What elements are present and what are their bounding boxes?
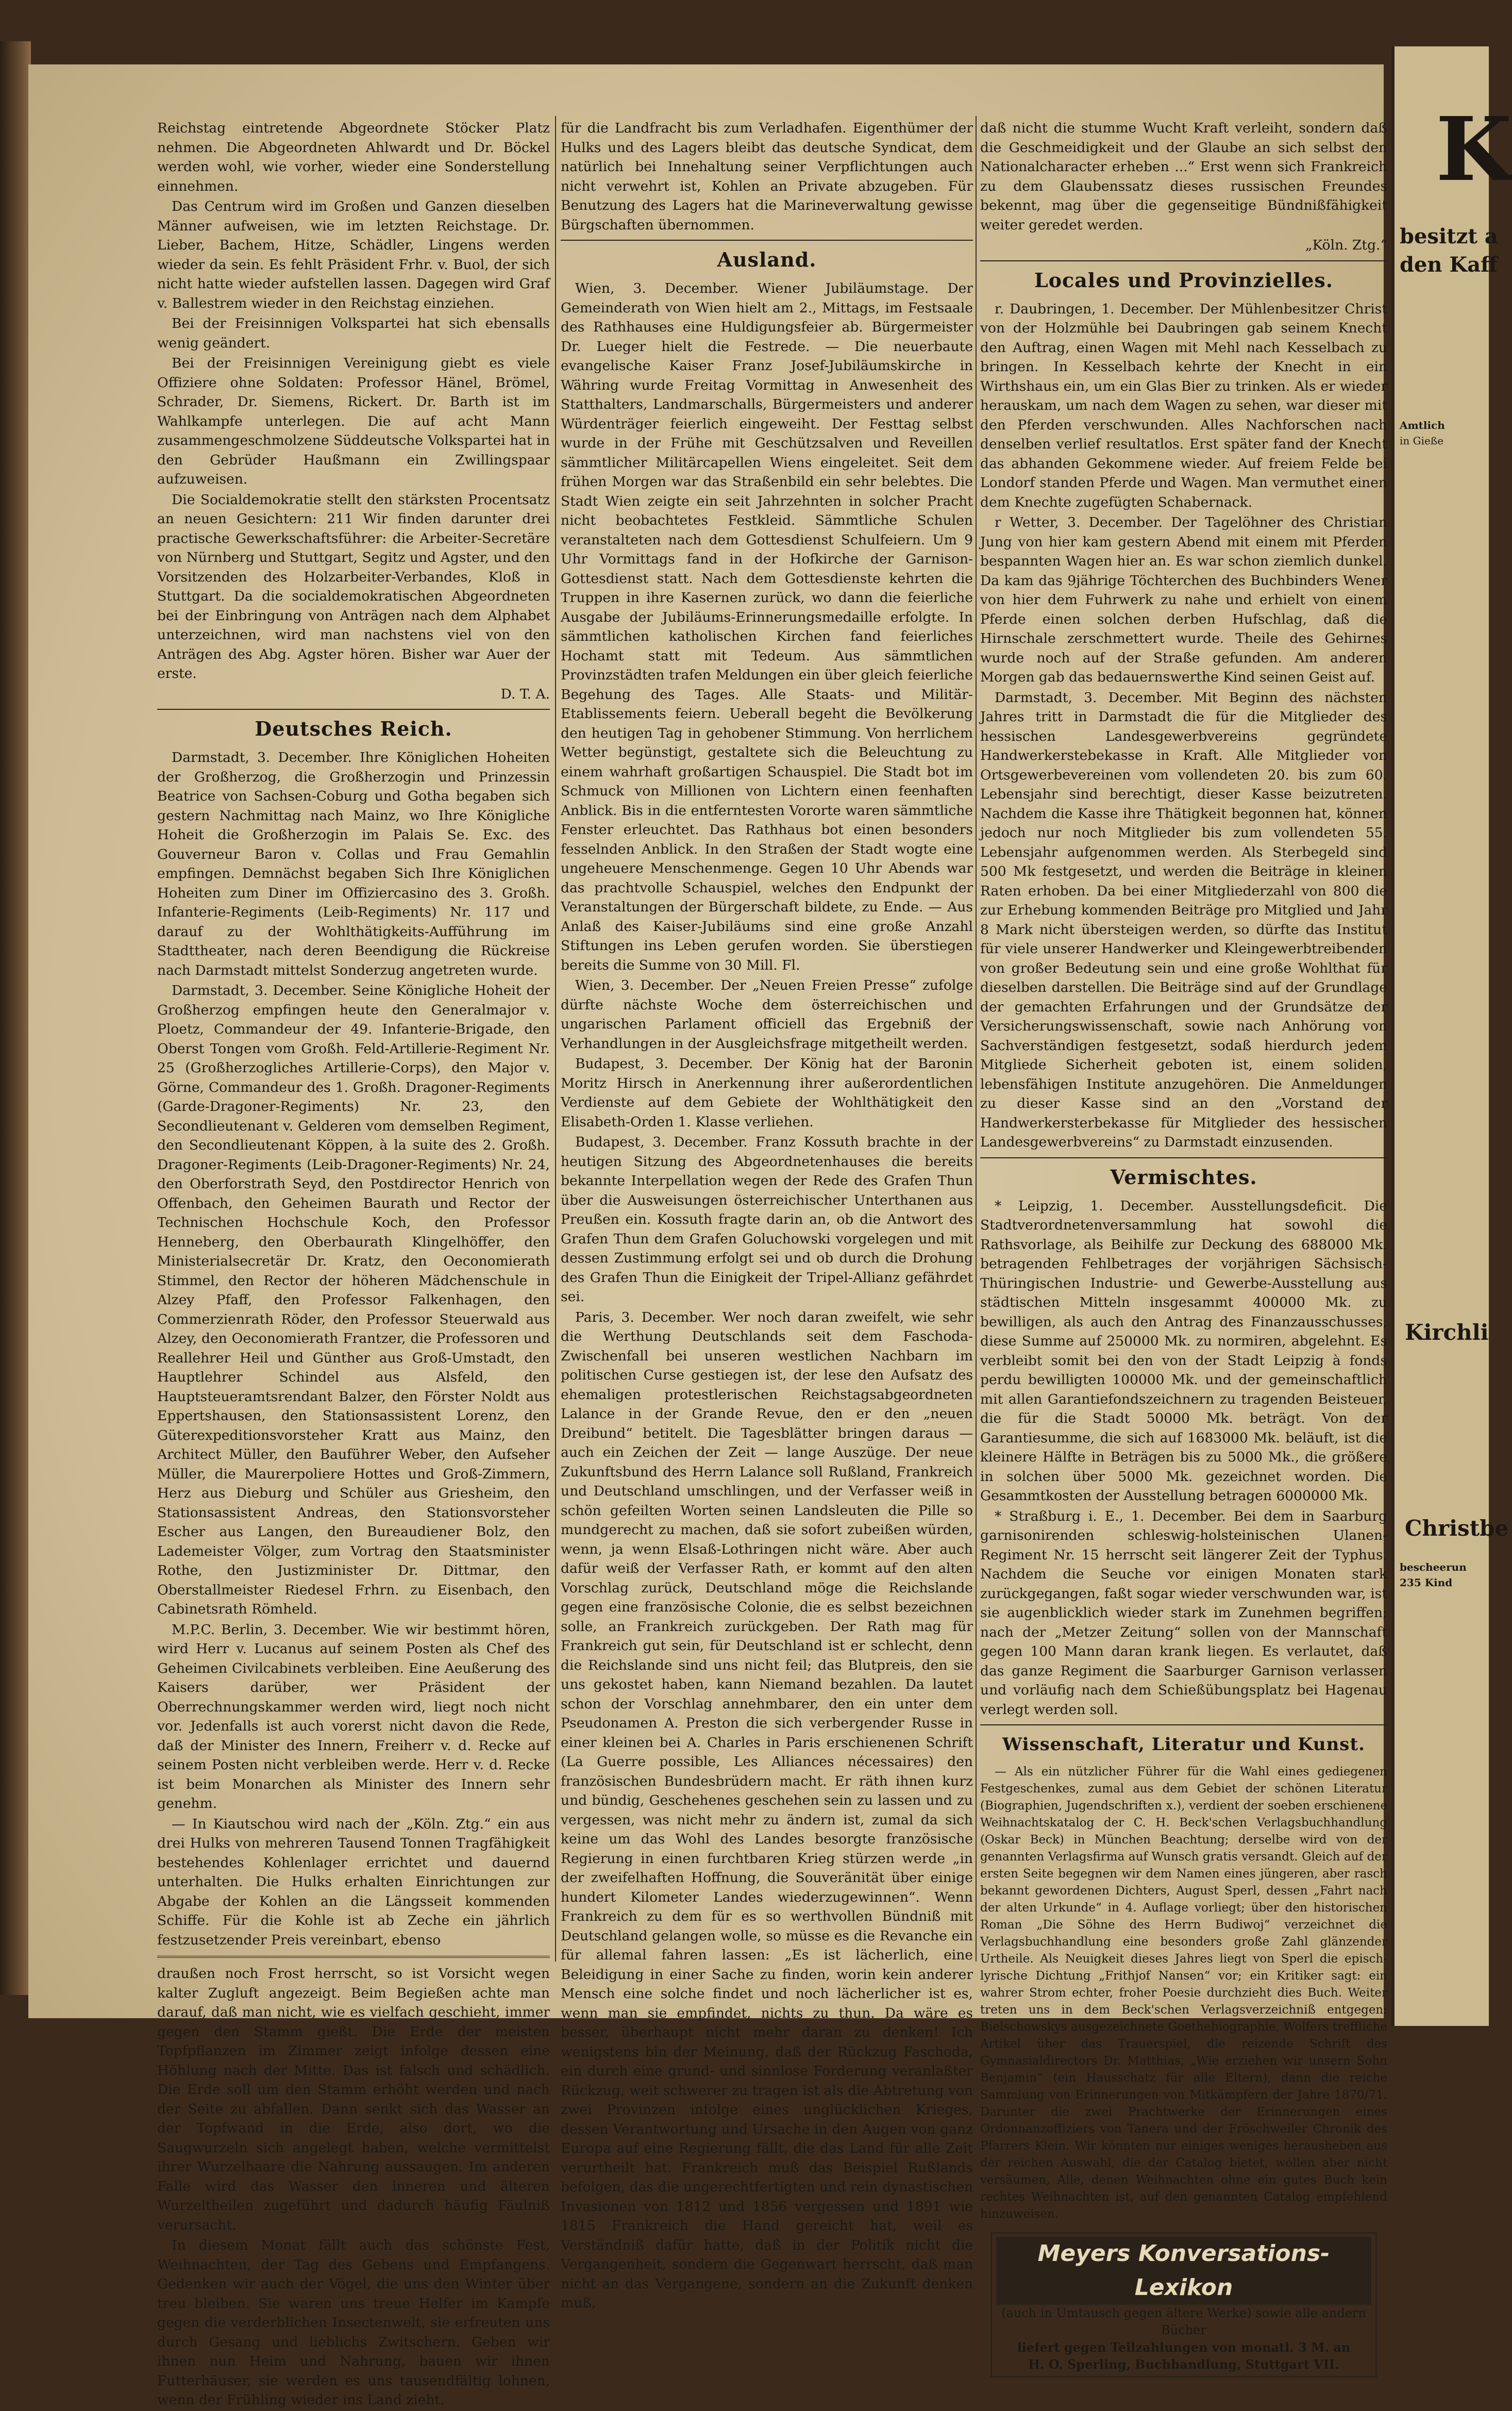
edge-heading: Kirchli [1405,1320,1489,1345]
paragraph: Budapest, 3. December. Der König hat der Baronin Moritz Hirsch in Anerkennung ihrer außerordentlichen Verdienste auf dem Gebiete der Wohlthätigkeit den Elisabeth-Orden 1. Klasse verliehen. [561,1056,973,1130]
paragraph: draußen noch Frost herrscht, so ist Vorsicht wegen kalter Zugluft angezeigt. Beim Begießen achte man darauf, daß man nicht, wie es vielfach geschieht, immer gegen den Stamm gießt. Die Erde der meisten Topfpflanzen im Zimmer zeigt infolge dessen eine Höhlung nach der Mitte. Das ist falsch und schädlich. Die Erde soll um den Stamm erhöht werden und nach der Seite zu abfallen. Dann senkt sich das Wasser an der Topfwand in die Erde, also dort, wo die Saugwurzeln sich angelegt haben, welche vermittelst ihrer Wurzelhaare die Nahrung aussaugen. Im anderen Falle wird das Wasser den inneren und älteren Wurzeltheilen zugeführt und dadurch häufig Fäulniß verursacht. [157,1966,550,2233]
paragraph: In diesem Monat fällt auch das schönste Fest, Weihnachten, der Tag des Gebens und Empfangens. Gedenken wir auch der Vögel, die uns den Winter über treu bleiben. Sie waren uns treue Helfer im Kampfe gegen die verderblichen Insectenwelt, sie erfreuten uns durch Gesang und lieblichs Zwitschern. Geben wir ihnen nun Heim und Nahrung, bauen wir ihnen Futterhäuser, sie werden es uns tausendfältig lohnen, wenn der Frühling wieder ins Land zieht. [157,2237,550,2408]
paragraph: Wien, 3. December. Der „Neuen Freien Presse“ zufolge dürfte nächste Woche dem österreichischen und ungarischen Parlament officiell das Ergebniß der Verhandlungen in der Ausgleichsfrage mitgetheilt werden. [561,977,973,1052]
edge-text: den Kaff [1400,253,1498,277]
advertisement-line: liefert gegen Teilzahlungen von monatl. 3 M. an [1017,2340,1351,2355]
divider [980,1724,1387,1725]
paragraph: Das Centrum wird im Großen und Ganzen dieselben Männer aufweisen, wie im letzten Reichstage. Dr. Lieber, Bachem, Hitze, Schädler, Lingens werden wieder da sein. Es fehlt Präsident Frhr. v. Buol, der sich nicht hatte wieder aufstellen lassen. Dagegen wird Graf v. Ballestrem wieder in den Reichstag einziehen. [157,198,550,311]
column-rule [976,116,977,1961]
paragraph: Darmstadt, 3. December. Seine Königliche Hoheit der Großherzog empfingen heute den Generalmajor v. Ploetz, Commandeur der 49. Infanterie-Brigade, den Oberst Tongen vom Großh. Feld-Artillerie-Regiment Nr. 25 (Großherzogliches Artillerie-Corps), den Major v. Görne, Commandeur des 1. Großh. Dragoner-Regiments (Garde-Dragoner-Regiments) Nr. 23, den Secondlieutenant v. Gelderen vom demselben Regiment, den Secondlieutenant Köppen, à la suite des 2. Großh. Dragoner-Regiments (Leib-Dragoner-Regiments) Nr. 24, den Oberforstrath Seyd, den Postdirector Henrich von Offenbach, den Geheimen Baurath und Rector der Technischen Hochschule Koch, den Professor Henneberg, den Oberbaurath Klingelhöffer, den Ministerialsecretär Dr. Kratz, den Oeconomierath Stimmel, den Rector der höheren Mädchenschule in Alzey Pfaff, den Professor Falkenhagen, den Commerzienrath Röder, den Professor Steuerwald aus Alzey, den Oeconomierath Frantzer, die Professoren und Reallehrer Heil und Günther aus Groß-Umstadt, den Hauptlehrer Schindel aus Alsfeld, den Hauptsteueramtsrendant Balzer, den Förster Noldt aus Eppertshausen, den Stationsassistent Lorenz, den Güterexpeditionsvorsteher Kratt aus Mainz, den Architect Müller, den Bauführer Weber, den Aufseher Müller, die Maurerpoliere Hottes und Groß-Zimmern, Herz aus Dieburg und Schüler aus Griesheim, den Stationsassistent Andreas, den Stationsvorsteher Escher aus Langen, den Bureaudiener Bolz, den Lademeister Völger, zum Vortrag den Staatsminister Rothe, den Justizminister Dr. Dittmar, den Oberstallmeister Riedesel Frhrn. zu Eisenbach, den Cabinetsrath Römheld. [157,983,550,1617]
paragraph: Die Socialdemokratie stellt den stärksten Procentsatz an neuen Gesichtern: 211 Wir finden darunter drei practische Gewerkschaftsführer: die Arbeiter-Secretäre von Nürnberg und Stuttgart, Segitz und Agster, und den Vorsitzenden des Holzarbeiter-Verbandes, Kloß in Stuttgart. Da die socialdemokratischen Abgeordneten bei der Einbringung von Anträgen nach dem Alphabet unterzeichnen, wird man nachstens viel von den Anträgen des Abg. Agster hören. Bisher war Auer der erste. [157,491,550,681]
divider [980,1157,1387,1158]
paragraph: Bei der Freisinnigen Volkspartei hat sich ebensalls wenig geändert. [157,315,550,351]
advertisement-meyers [990,2232,1377,2377]
edge-heading: Christbe [1405,1516,1509,1541]
paragraph: * Leipzig, 1. December. Ausstellungsdeficit. Die Stadtverordnetenversammlung hat sowohl die Rathsvorlage, als Beihilfe zur Deckung des 688000 Mk. betragenden Fehlbetrages der vorjährigen Sächsisch-Thüringischen Industrie- und Gewerbe-Ausstellung aus städtischen Mitteln insgesammt 400000 Mk. zu bewilligen, als auch den Antrag des Finanzausschusses, diese Summe auf 250000 Mk. zu normiren, abgelehnt. Es verbleibt somit bei den von der Stadt Leipzig à fonds perdu bewilligten 100000 Mk. und der gemeinschaftlich mit allen Garantiefondszeichnern zu tragenden Beisteuer, die für die Stadt 50000 Mk. beträgt. Von der Garantiesumme, die sich auf 1683000 Mk. beläuft, ist die kleinere Hälfte in Beträgen bis zu 5000 Mk., die größere in solchen über 5000 Mk. gezeichnet worden. Die Gesammtkosten der Ausstellung betragen 6000000 Mk. [980,1198,1387,1504]
edge-text: besitzt a [1400,224,1498,248]
masthead-letter: K [1436,98,1512,201]
paragraph: Budapest, 3. December. Franz Kossuth brachte in der heutigen Sitzung des Abgeordnetenhauses die bereits bekannte Interpellation wegen der Rede des Grafen Thun über die Ausweisungen österreichischer Unterthanen aus Preußen ein. Kossuth fragte darin an, ob die Antwort des Grafen Thun dem Grafen Goluchowski vorgelegen und mit dessen Zustimmung erfolgt sei und ob durch die Drohung des Grafen Thun die Einigkeit der Tripel-Allianz gefährdet sei. [561,1134,973,1305]
paragraph: M.P.C. Berlin, 3. December. Wie wir bestimmt hören, wird Herr v. Lucanus auf seinem Posten als Chef des Geheimen Civilcabinets verbleiben. Eine Aeußerung des Kaisers darüber, wer Präsident der Oberrechnungskammer werden wird, liegt noch nicht vor. Jedenfalls ist auch vorerst nicht davon die Rede, daß der Minister des Innern, Freiherr v. d. Recke auf seinem Posten nicht verbleiben werde. Herr v. d. Recke ist beim Monarchen als Minister des Innern sehr genehm. [157,1621,550,1811]
edge-text: in Gieße [1400,435,1444,447]
book-binding [0,41,31,1995]
edge-text: 235 Kind [1400,1576,1453,1589]
paragraph: * Straßburg i. E., 1. December. Bei dem in Saarburg garnisonirenden schleswig-holsteinischen Ulanen-Regiment Nr. 15 herrscht seit längerer Zeit der Typhus. Nachdem die Seuche vor einigen Monaten stark zurückgegangen, faßt sogar wieder verschwunden war, ist sie augenblicklich wieder stark im Zunehmen begriffen; nach der „Metzer Zeitung“ sollen von der Mannschaft gegen 100 Mann daran krank liegen. Es verlautet, daß das ganze Regiment die Saarburger Garnison verlassen und vorläufig nach dem Schießübungsplatz bei Hagenau verlegt werden soll. [980,1508,1387,1718]
column-2 [561,119,973,2314]
edge-text: bescheerun [1400,1561,1467,1573]
divider [157,1956,550,1958]
column-rule [555,116,556,1961]
advertisement-line: H. O. Sperling, Buchhandlung, Stuttgart VII. [1028,2357,1339,2372]
paragraph: für die Landfracht bis zum Verladhafen. Eigenthümer der Hulks und des Lagers bleibt das deutsche Syndicat, dem natürlich bei Innehaltung seiner Verpflichtungen auch nicht verwehrt ist, Kohlen an Private abzugeben. Für Benutzung des Lagers hat die Marineverwaltung gewisse Bürgschaften übernommen. [561,120,973,233]
paragraph: Reichstag eintretende Abgeordnete Stöcker Platz nehmen. Die Abgeordneten Ahlwardt und Dr. Böckel werden wohl, wie vorher, wieder eine Sonderstellung einnehmen. [157,120,550,194]
divider [561,240,973,241]
source-signature: D. T. A. [500,686,550,702]
section-heading-vermischtes: Vermischtes. [1110,1165,1257,1189]
paragraph: Darmstadt, 3. December. Ihre Königlichen Hoheiten der Großherzog, die Großherzogin und Prinzessin Beatrice von Sachsen-Coburg und Gotha begaben sich gestern Nachmittag nach Mainz, wo Ihre Königliche Hoheit die Großherzogin im Palais Se. Exc. des Gouverneur Baron v. Collas und Frau Gemahlin empfingen. Demnächst begaben Sich Ihre Königlichen Hoheiten zum Diner im Offiziercasino des 3. Großh. Infanterie-Regiments (Leib-Regiments) Nr. 117 und darauf zu der Wohlthätigkeits-Aufführung im Stadttheater, nach deren Beendigung die Rückreise nach Darmstadt mittelst Sonderzug angetreten wurde. [157,750,550,978]
divider [980,260,1387,261]
paragraph: r. Daubringen, 1. December. Der Mühlenbesitzer Christ von der Holzmühle bei Daubringen gab seinem Knecht den Auftrag, einen Wagen mit Mehl nach Kesselbach zu bringen. In Kesselbach kehrte der Knecht in ein Wirthshaus ein, um ein Glas Bier zu trinken. Als er wieder herauskam, um nach dem Wagen zu sehen, war dieser mit den Pferden verschwunden. Alles Nachforschen nach denselben verlief resultatlos. Erst später fand der Knecht das abhanden Gekommene wieder. Auf freiem Felde bei Londorf standen Pferde und Wagen. Man vermuthet einen dem Knechte zugefügten Schabernack. [980,301,1387,510]
paragraph: Wien, 3. December. Wiener Jubiläumstage. Der Gemeinderath von Wien hielt am 2., Mittags, im Festsaale des Rathhauses eine Huldigungsfeier ab. Bürgermeister Dr. Lueger hielt die Festrede. — Die neuerbaute evangelische Kaiser Franz Josef-Jubiläumskirche in Währing wurde Freitag Vormittag in Anwesenheit des Statthalters, Landmarschalls, Bürgermeisters und anderer Würdenträger feierlich eingeweiht. Der Festtag selbst wurde in der Frühe mit Geschützsalven und Reveillen sämmtlicher Militärcapellen Wiens eingeleitet. Seit dem frühen Morgen war das Straßenbild ein sehr belebtes. Die Stadt Wien zeigte ein seit Jahrzehnten in solcher Pracht nicht beobachtetes Festkleid. Sämmtliche Schulen veranstalteten nach dem Gottesdienst Schulfeiern. Um 9 Uhr Vormittags fand in der Hofkirche der Garnison-Gottesdienst statt. Nach dem Gottesdienste kehrten die Truppen in ihre Kasernen zurück, wo dann die feierliche Ausgabe der Jubiläums-Erinnerungsmedaille erfolgte. In sämmtlichen katholischen Kirchen fand feierliches Hochamt statt mit Tedeum. Aus sämmtlichen Provinzstädten trafen Meldungen ein über gleich feierliche Begehung des Tages. Alle Staats- und Militär-Etablissements feiern. Ueberall begeht die Bevölkerung den heutigen Tag in gehobener Stimmung. Von herrlichem Wetter begünstigt, gestaltete sich die Beleuchtung zu einem wahrhaft großartigen Schauspiel. Die Stadt bot im Schmuck von Millionen von Lichtern einen feenhaften Anblick. Bis in die entferntesten Vororte waren sämmtliche Fenster erleuchtet. Das Rathhaus bot einen besonders fesselnden Anblick. In den Straßen der Stadt wogte eine ungeheuere Menschenmenge. Gegen 10 Uhr Abends war das prachtvolle Schauspiel, welches den Endpunkt der Veranstaltungen der Bürgerschaft bildete, zu Ende. — Aus Anlaß des Kaiser-Jubiläums sind eine große Anzahl Stiftungen ins Leben gerufen worden. Sie überstiegen bereits die Summe von 30 Mill. Fl. [561,280,973,973]
source-signature: „Köln. Ztg.“ [1305,237,1387,253]
column-3 [980,119,1387,2377]
section-heading-ausland: Ausland. [717,248,817,271]
column-1 [157,119,550,2411]
paragraph: — Als ein nützlicher Führer für die Wahl eines gediegenen Festgeschenkes, zumal aus dem Gebiet der schönen Literatur (Biographien, Jugendschriften x.), verdient der soeben erschienene Weihnachtskatalog der C. H. Beck'schen Verlagsbuchhandlung (Oskar Beck) in München Beachtung; derselbe wird von der genannten Verlagsfirma auf Wunsch gratis versandt. Gleich auf der ersten Seite begegnen wir dem Namen eines jüngeren, aber rasch bekannt gewordenen Dichters, August Sperl, dessen „Fahrt nach der alten Urkunde“ in 4. Auflage vorliegt; über den historischen Roman „Die Söhne des Herrn Budiwoj“ verzeichnet die Verlagsbuchhandlung eine besonders große Zahl glänzender Urtheile. Als Neuigkeit dieses Jahres liegt von Sperl die episch-lyrische Dichtung „Frithjof Nansen“ vor; ein Kritiker sagt: ein wahrer Strom echter, froher Poesie durchzieht dies Buch. Weiter treten uns in dem Beck'schen Verlagsverzeichniß entgegen: Bielschowskys ausgezeichnete Goethebiographie, Wolfers treffliche Artikel über das Trauerspiel, die reizende Schrift des Gymnasialdirectors Dr. Matthias, „Wie erziehen wir unsern Sohn Benjamin“ (ein Hausschatz für alle Eltern), dann die reiche Sammlung von Erinnerungen von Mitkämpfern der Jahre 1870/71. Darunter die zwei Prachtwerke der Erinnerungen eines Ordonnanzoffiziers von Tanera und der Fröschweiler Chronik des Pfarrers Klein. Wir könnten nur einiges weniges herausheben aus der reichen Auswahl, die der Catalog bietet, wollen aber nicht versäumen, Alle, denen Weihnachten ohne ein gutes Buch kein rechtes Weihnachten ist, auf den genannten Catalog empfehlend hinzuweisen. [980,1765,1387,2221]
paragraph: — In Kiautschou wird nach der „Köln. Ztg.“ ein aus drei Hulks von mehreren Tausend Tonnen Tragfähigkeit bestehendes Kohlenlager errichtet und dauernd unterhalten. Die Hulks erhalten Einrichtungen zur Abgabe der Kohlen an die Längsseit kommenden Schiffe. Für die Kohle ist ab Zeche ein jährlich festzusetzender Preis vereinbart, ebenso [157,1816,550,1948]
paragraph: daß nicht die stumme Wucht Kraft verleiht, sondern daß die Geschmeidigkeit und der Glaube an sich selbst den Nationalcharacter erheben ...“ Erst wenn sich Frankreich zu dem Glaubenssatz dieses russischen Freundes bekennt, mag über die gegenseitige Bündnißfähigkeit weiter geredet werden. [980,120,1387,233]
section-heading-wissenschaft: Wissenschaft, Literatur und Kunst. [1002,1734,1365,1755]
section-heading-deutsches-reich: Deutsches Reich. [255,717,452,740]
paragraph: Darmstadt, 3. December. Mit Beginn des nächsten Jahres tritt in Darmstadt die für die Mitglieder des hessischen Landesgewerbvereins gegründete Handwerkerstebekasse in Kraft. Alle Mitglieder von Ortsgewerbevereinen vom vollendeten 20. bis zum 60. Lebensjahr sind berechtigt, dieser Kasse beizutreten. Nachdem die Kasse ihre Thätigkeit begonnen hat, können jedoch nur noch Mitglieder bis zum vollendeten 55. Lebensjahr aufgenommen werden. Als Sterbegeld sind 500 Mk festgesetzt, und werden die Beiträge in kleinen Raten erhoben. Da bei einer Mitgliederzahl von 800 die zur Erhebung kommenden Beiträge pro Mitglied und Jahr 8 Mark nicht übersteigen werden, so dürfte das Institut für viele unserer Handwerker und Kleingewerbtreibenden von großer Bedeutung sein und eine große Wohlthat für dieselben darstellen. Die Beiträge sind auf der Grundlage der gemachten Erfahrungen und der Grundsätze der Versicherungswissenschaft, sowie nach Anhörung von Sachverständigen festgesetzt, sodaß hierdurch jedem Mitgliede Sicherheit geboten ist, einem soliden, lebensfähigen Institute anzugehören. Die Anmeldungen zu dieser Kasse sind an den „Vorstand der Handwerkersterbekasse für Mitglieder des hessischen Landesgewerbvereins“ zu Darmstadt einzusenden. [980,689,1387,1150]
edge-text: Amtlich [1400,419,1445,431]
next-page-edge [1391,46,1512,2026]
advertisement-line: (auch in Umtausch gegen ältere Werke) sowie alle andern Bücher [1001,2306,1366,2337]
paragraph: Bei der Freisinnigen Vereinigung giebt es viele Offiziere ohne Soldaten: Professor Hänel, Brömel, Schrader, Dr. Siemens, Rickert. Dr. Barth ist im Wahlkampfe unterlegen. Die auf acht Mann zusammengeschmolzene Süddeutsche Volkspartei hat in den Gebrüder Haußmann ein Zwillingspaar aufzuweisen. [157,355,550,487]
paragraph: r Wetter, 3. December. Der Tagelöhner des Christian Jung von hier kam gestern Abend mit einem mit Pferden bespannten Wagen hier an. Es war schon ziemlich dunkel. Da kam das 9jährige Töchterchen des Buchbinders Wener von hier dem Fuhrwerk zu nahe und erhielt von einem Pferde einen solchen derben Hufschlag, daß die Hirnschale zerschmettert wurde. Theile des Gehirnes wurde noch auf der Straße gefunden. Am anderen Morgen gab das bedauernswerthe Kind seinen Geist auf. [980,514,1387,685]
divider [157,709,550,710]
paragraph: Paris, 3. December. Wer noch daran zweifelt, wie sehr die Werthung Deutschlands seit dem Faschoda-Zwischenfall bei unseren westlichen Nachbarn im politischen Curse gestiegen ist, der lese den Aufsatz des ehemaligen protestlerischen Reichstagsabgeordneten Lalance in der Grande Revue, den er den „neuen Dreibund“ betitelt. Die Tagesblätter bringen daraus — auch ein Zeichen der Zeit — lange Auszüge. Der neue Zukunftsbund des Herrn Lalance soll Rußland, Frankreich und Deutschland umschlingen, und der Verfasser weiß in schön gefeilten Worten seinen Landsleuten die Pille so mundgerecht zu machen, daß sie sofort zubeißen würden, wenn, ja wenn Elsaß-Lothringen nicht wäre. Aber auch dafür weiß der Verfasser Rath, er kommt auf den alten Vorschlag zurück, Deutschland möge die Reichslande gegen eine französische Colonie, die es selbst bezeichnen solle, an Frankreich zurückgeben. Der Rath mag für Frankreich gut sein, für Deutschland ist er schlecht, denn die Reichslande sind uns nicht feil; das Blutpreis, den sie uns gekostet haben, kann Niemand bezahlen. Da lautet schon der Vorschlag annehmbarer, den ein unter dem Pseudonamen A. Preston die sich verbergender Russe in einer kleinen bei A. Charles in Paris erschienenen Schrift (La Guerre possible, Les Alliances nécessaires) den französischen Bundesbrüdern macht. Er räth ihnen kurz und bündig, Geschehenes geschehen sein zu lassen und zu vergessen, was nicht mehr zu ändern ist, zumal da sich keine um das Wohl des Landes besorgte französische Regierung in einen furchtbaren Krieg stürzen werde „in der zweifelhaften Hoffnung, die Souveränität über einige hundert Kilometer Landes wiederzugewinnen“. Wenn Frankreich zu dem für es so werthvollen Bündniß mit Deutschland gelangen wolle, so müsse es die Revanche ein für allemal fahren lassen: „Es ist lächerlich, eine Beleidigung in einer Sache zu finden, worin kein anderer Mensch eine solche findet und noch lächerlicher ist es, wenn man sie empfindet, nichts zu thun. Da wäre es besser, überhaupt nicht mehr daran zu denken! Ich wenigstens bin der Meinung, daß der Rückzug Faschoda, ein durch eine grund- und sinnlose Forderung veranlaßter Rückzug, weit schwerer zu tragen ist als die Abtretung von zwei Provinzen infolge eines unglücklichen Krieges, dessen Verantwortung und Ursache in den Augen von ganz Europa auf eine Regierung fällt, die das Land für alle Zeit verurtheilt hat. Frankreich muß das Beispiel Rußlands befolgen, das die ungerechtfertigten und rein dynastischen Invasionen von 1812 und 1856 vergessen und 1891 wie 1815 Frankreich die Hand gereicht hat, weil es Verständniß dafür hatte, daß in der Politik nicht die Vergangenheit, sondern die Gegenwart herrscht, daß man nicht an das Vergangene, sondern an die Zukunft denken muß, [561,1309,973,2311]
advertisement-title: Meyers Konversations-Lexikon [996,2237,1371,2305]
section-heading-locales: Locales und Provinzielles. [1034,268,1334,292]
